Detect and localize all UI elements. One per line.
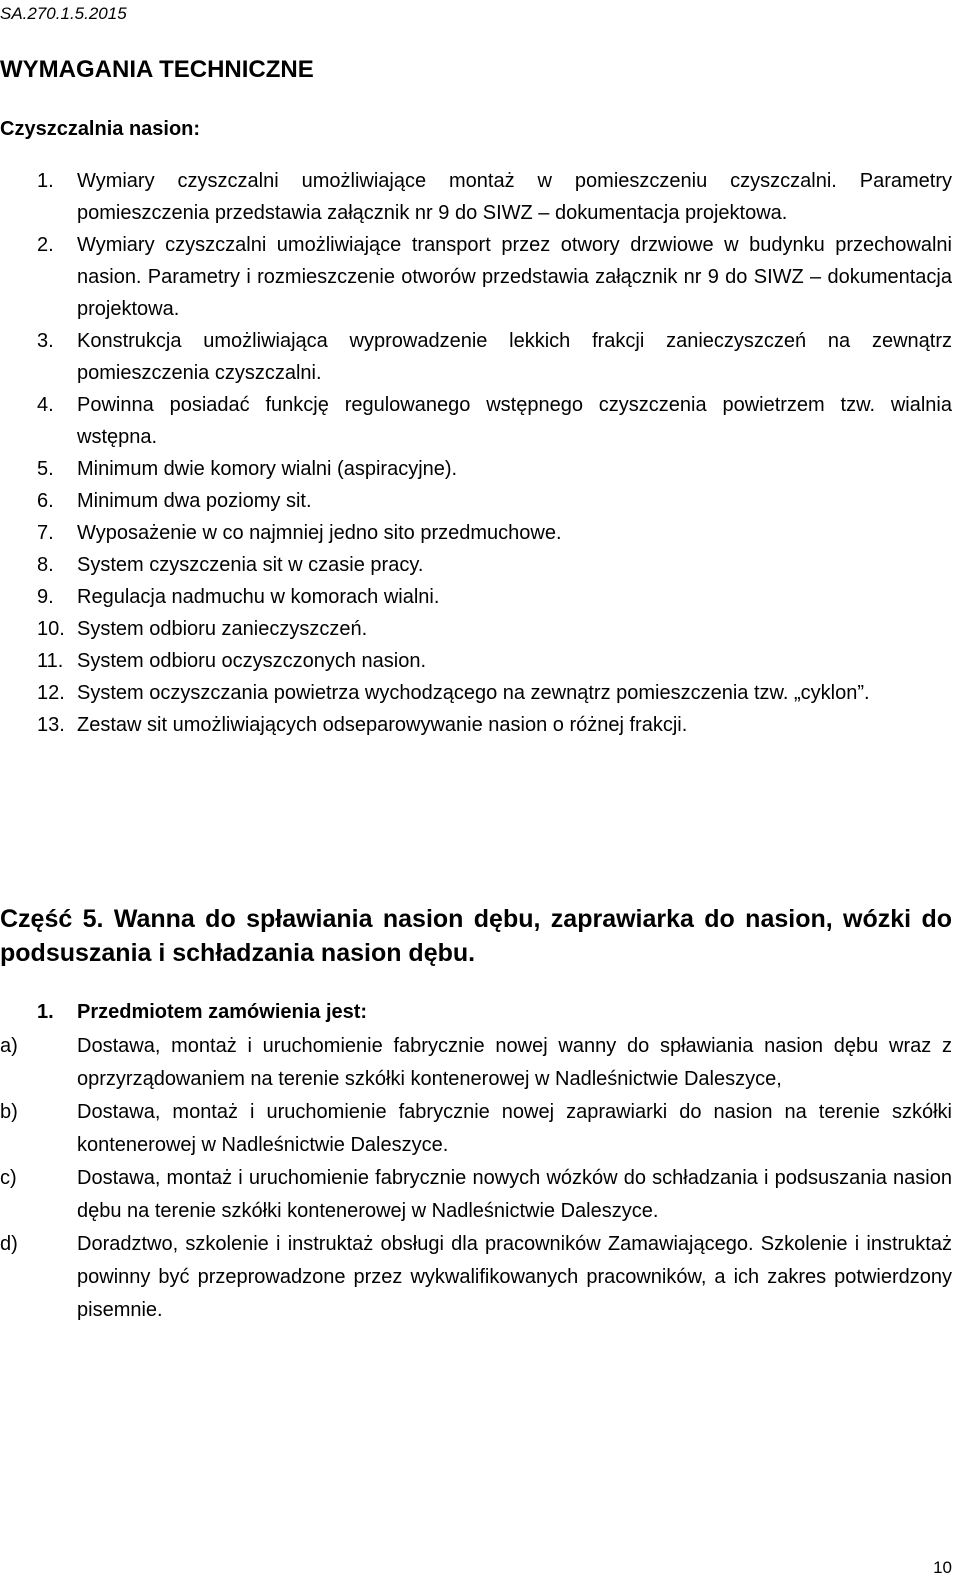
list-item (0, 517, 952, 549)
list-item-letter: d) (0, 1233, 18, 1255)
list-item-number: 9. (37, 586, 54, 608)
list-item (0, 709, 952, 741)
list-item (0, 549, 952, 581)
list-item-number: 2. (37, 234, 54, 256)
list-item-text: Doradztwo, szkolenie i instruktaż obsługi dla pracowników Zamawiającego. Szkolenie i instruktaż powinny być przeprowadzone przez wykwalifikowanych pracowników, a ich zakres potwierdzony pisemnie. (77, 1233, 952, 1321)
list-item-text: Wymiary czyszczalni umożliwiające montaż w pomieszczeniu czyszczalni. Parametry pomieszczenia przedstawia załącznik nr 9 do SIWZ – dokumentacja projektowa. (77, 170, 952, 224)
list-item-text: Zestaw sit umożliwiających odseparowywanie nasion o różnej frakcji. (77, 714, 688, 736)
list-item-text: Powinna posiadać funkcję regulowanego wstępnego czyszczenia powietrzem tzw. wialnia wstępna. (77, 394, 952, 448)
subheading-text: Przedmiotem zamówienia jest: (77, 1001, 368, 1023)
document-title: WYMAGANIA TECHNICZNE (0, 56, 314, 83)
list-item (0, 485, 952, 517)
part-title: Część 5. Wanna do spławiania nasion dębu, zaprawiarka do nasion, wózki do podsuszania i schładzania nasion dębu. (0, 905, 952, 967)
list-item (0, 453, 952, 485)
list-item-number: 7. (37, 522, 54, 544)
list-item (0, 613, 952, 645)
list-item-number: 8. (37, 554, 54, 576)
list-item (0, 1096, 952, 1162)
list-item-text: Minimum dwie komory wialni (aspiracyjne). (77, 458, 458, 480)
requirements-list (0, 165, 952, 741)
list-item-text: System odbioru zanieczyszczeń. (77, 618, 368, 640)
section-title: Czyszczalnia nasion: (0, 118, 201, 140)
list-item-text: Dostawa, montaż i uruchomienie fabrycznie nowych wózków do schładzania i podsuszania nasion dębu na terenie szkółki kontenerowej w Nadleśnictwie Daleszyce. (77, 1167, 952, 1222)
list-item (0, 1030, 952, 1096)
list-item-text: System odbioru oczyszczonych nasion. (77, 650, 427, 672)
list-item-text: System czyszczenia sit w czasie pracy. (77, 554, 424, 576)
list-item (0, 677, 952, 709)
list-item-text: System oczyszczania powietrza wychodzącego na zewnątrz pomieszczenia tzw. „cyklon”. (77, 682, 870, 704)
list-item-number: 12. (37, 682, 65, 704)
list-item-text: Dostawa, montaż i uruchomienie fabrycznie nowej zaprawiarki do nasion na terenie szkółki kontenerowej w Nadleśnictwie Daleszyce. (77, 1101, 952, 1156)
scope-list (0, 1030, 952, 1327)
list-item (0, 645, 952, 677)
list-item-text: Minimum dwa poziomy sit. (77, 490, 312, 512)
list-item-text: Konstrukcja umożliwiająca wyprowadzenie lekkich frakcji zanieczyszczeń na zewnątrz pomieszczenia czyszczalni. (77, 330, 952, 384)
list-item-letter: a) (0, 1035, 18, 1057)
list-item-text: Wymiary czyszczalni umożliwiające transport przez otwory drzwiowe w budynku przechowalni nasion. Parametry i rozmieszczenie otworów przedstawia załącznik nr 9 do SIWZ – dokumentacja projektowa. (77, 234, 952, 320)
list-item-number: 6. (37, 490, 54, 512)
subheading (37, 998, 367, 1026)
list-item-number: 1. (37, 170, 54, 192)
list-item (0, 1162, 952, 1228)
list-item (0, 389, 952, 453)
document-reference: SA.270.1.5.2015 (0, 4, 127, 23)
list-item-letter: b) (0, 1101, 18, 1123)
list-item (0, 581, 952, 613)
list-item (0, 229, 952, 325)
list-item-number: 4. (37, 394, 54, 416)
list-item-text: Wyposażenie w co najmniej jedno sito przedmuchowe. (77, 522, 562, 544)
list-item-number: 5. (37, 458, 54, 480)
list-item-text: Regulacja nadmuchu w komorach wialni. (77, 586, 440, 608)
list-item-number: 13. (37, 714, 65, 736)
list-item (0, 1228, 952, 1327)
list-item-number: 11. (37, 650, 64, 672)
list-item (0, 325, 952, 389)
list-item-letter: c) (0, 1167, 17, 1189)
list-item-text: Dostawa, montaż i uruchomienie fabrycznie nowej wanny do spławiania nasion dębu wraz z oprzyrządowaniem na terenie szkółki kontenerowej w Nadleśnictwie Daleszyce, (77, 1035, 952, 1090)
subheading-number: 1. (37, 1001, 54, 1023)
list-item-number: 3. (37, 330, 54, 352)
page-number: 10 (933, 1558, 952, 1577)
list-item (0, 165, 952, 229)
list-item-number: 10. (37, 618, 65, 640)
